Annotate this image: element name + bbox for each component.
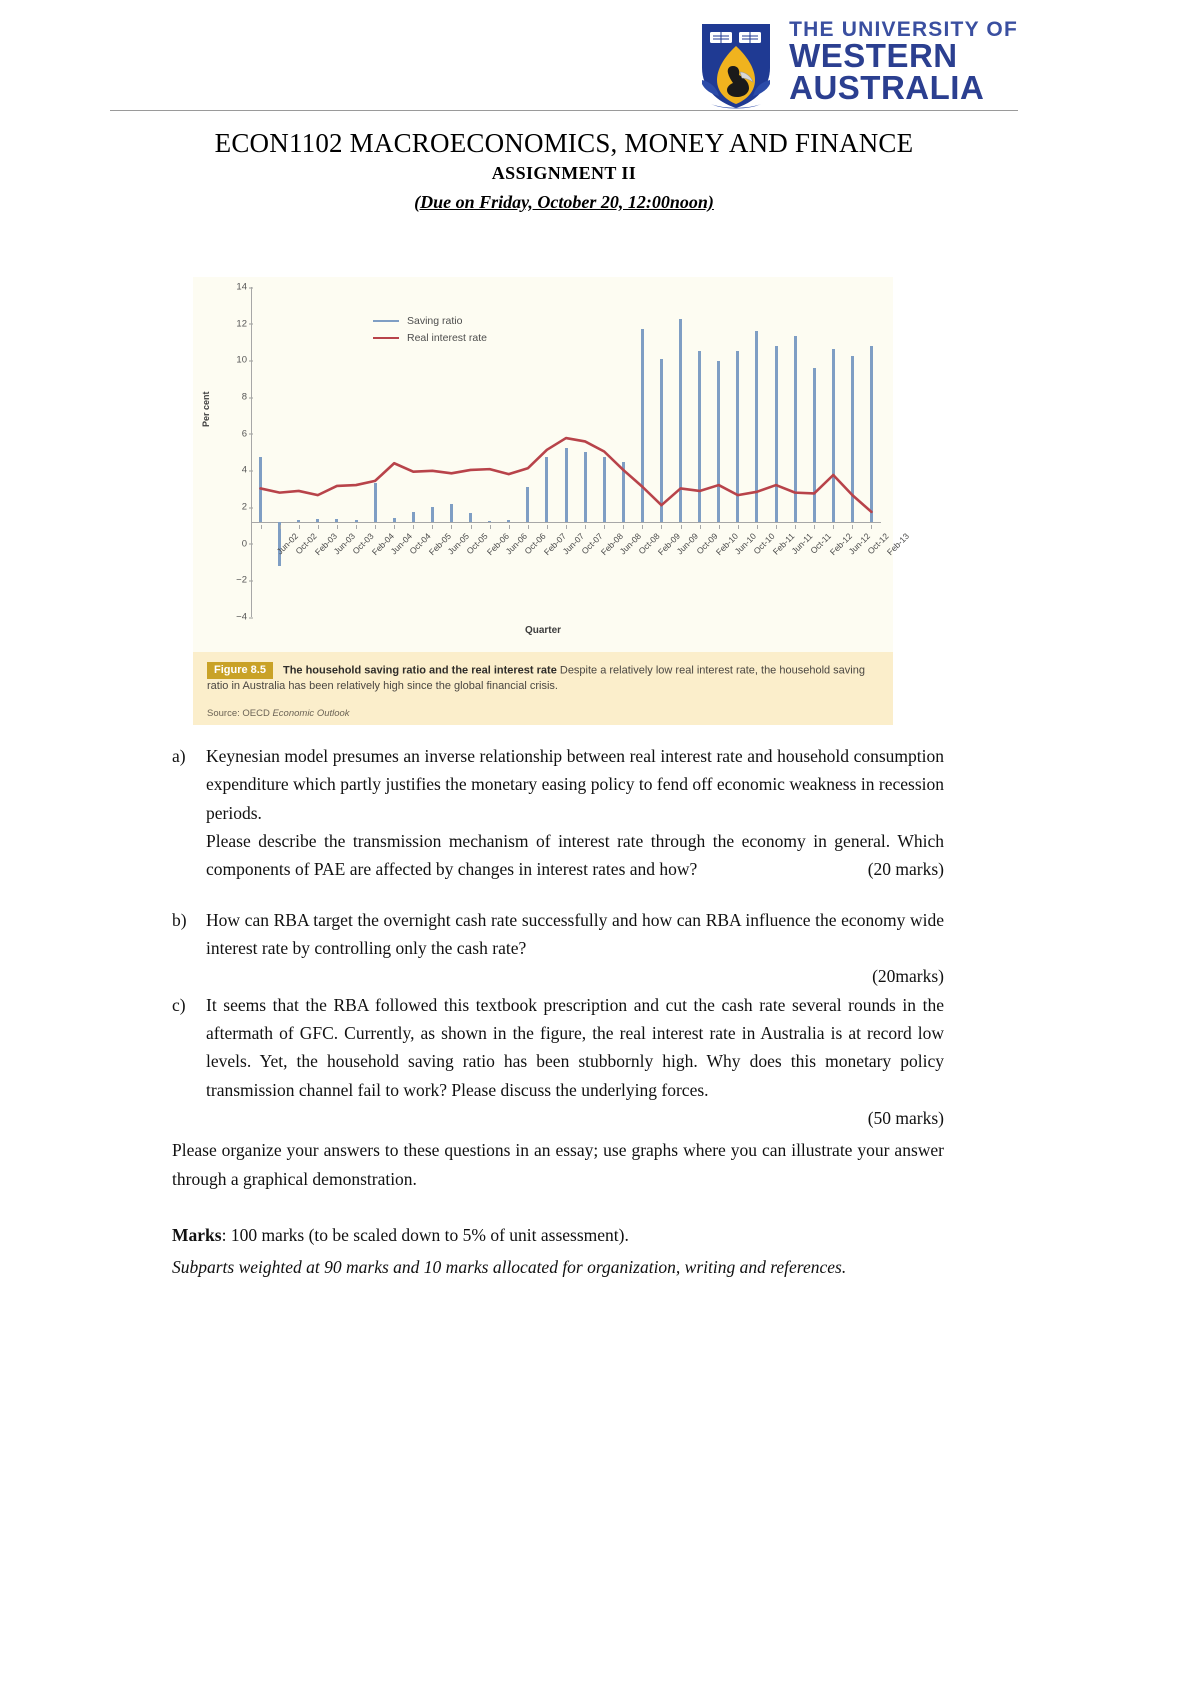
x-tick-label: Jun-11 bbox=[789, 531, 815, 557]
legend-label-real-interest-rate: Real interest rate bbox=[407, 332, 487, 344]
figure-number-badge: Figure 8.5 bbox=[207, 662, 273, 679]
legend-item-real-interest-rate bbox=[373, 332, 487, 344]
logo-line-western: WESTERN bbox=[789, 37, 958, 75]
x-tick-label: Feb-13 bbox=[885, 531, 912, 558]
question-item-b bbox=[172, 906, 944, 991]
x-tick-label: Jun-06 bbox=[503, 531, 529, 557]
x-tick-label: Feb-12 bbox=[828, 531, 855, 558]
x-tick-label: Feb-03 bbox=[312, 531, 339, 558]
x-tick-mark bbox=[299, 525, 300, 529]
x-tick-mark bbox=[318, 525, 319, 529]
marks-label: Marks bbox=[172, 1225, 222, 1246]
x-tick-mark bbox=[719, 525, 720, 529]
x-tick-mark bbox=[833, 525, 834, 529]
figure-caption-rest: Despite a relatively low real interest rate, the household saving ratio in Australia has been relatively high since the global financial crisis. bbox=[207, 664, 865, 692]
y-tick-label: 8 bbox=[241, 391, 247, 403]
line-path bbox=[261, 438, 872, 512]
question-body-c bbox=[206, 991, 944, 1133]
y-tick-label: 12 bbox=[236, 318, 247, 330]
x-tick-mark bbox=[604, 525, 605, 529]
question-body-b bbox=[206, 906, 944, 991]
figure-caption bbox=[207, 662, 879, 694]
due-date-line: (Due on Friday, October 20, 12:00noon) bbox=[414, 192, 714, 212]
title-block bbox=[110, 128, 1018, 213]
x-tick-mark bbox=[623, 525, 624, 529]
x-tick-label: Feb-09 bbox=[656, 531, 683, 558]
marks-section bbox=[172, 1221, 944, 1281]
question-marker-b: b) bbox=[172, 909, 187, 930]
x-tick-label: Oct-02 bbox=[293, 531, 319, 557]
x-tick-label: Jun-08 bbox=[617, 531, 644, 557]
x-axis-line bbox=[251, 522, 881, 523]
y-tick-label: −2 bbox=[236, 574, 247, 586]
question-a-paragraph-1: Keynesian model presumes an inverse relationship between real interest rate and household consumption expenditure which partly justifies the monetary easing policy to fend off economic weakness in recession periods. bbox=[206, 746, 944, 823]
x-tick-label: Jun-12 bbox=[846, 531, 873, 557]
x-tick-mark bbox=[757, 525, 758, 529]
x-tick-label: Oct-04 bbox=[407, 531, 433, 557]
question-marker-c: c) bbox=[172, 994, 186, 1015]
x-tick-mark bbox=[356, 525, 357, 529]
question-item-c bbox=[172, 991, 944, 1133]
question-marker-a: a) bbox=[172, 746, 186, 766]
x-tick-label: Jun-02 bbox=[274, 531, 300, 557]
x-tick-label: Oct-12 bbox=[865, 531, 891, 557]
legend-label-saving-ratio: Saving ratio bbox=[407, 315, 463, 327]
marks-line bbox=[172, 1221, 944, 1249]
x-axis-title: Quarter bbox=[524, 625, 562, 636]
x-tick-mark bbox=[795, 525, 796, 529]
y-tick-label: 10 bbox=[236, 354, 247, 366]
x-tick-mark bbox=[394, 525, 395, 529]
y-tick-label: 14 bbox=[236, 281, 247, 293]
x-tick-label: Feb-06 bbox=[484, 531, 511, 558]
x-tick-mark bbox=[261, 525, 262, 529]
x-tick-label: Oct-06 bbox=[522, 531, 548, 557]
x-tick-mark bbox=[871, 525, 872, 529]
x-tick-label: Feb-11 bbox=[770, 531, 797, 557]
question-c-marks: (50 marks) bbox=[867, 1108, 944, 1129]
figure-source bbox=[207, 708, 879, 719]
uwa-logo bbox=[697, 20, 1018, 108]
figure-8-5 bbox=[193, 277, 912, 725]
assignment-body bbox=[172, 742, 944, 1281]
x-tick-mark bbox=[852, 525, 853, 529]
x-tick-label: Jun-03 bbox=[331, 531, 357, 557]
uwa-logo-text bbox=[789, 20, 1018, 104]
real-interest-rate-line bbox=[251, 287, 881, 522]
y-tick-label: −4 bbox=[236, 611, 247, 623]
x-tick-label: Jun-10 bbox=[732, 531, 758, 557]
x-tick-mark bbox=[280, 525, 281, 529]
assignment-title: ASSIGNMENT II bbox=[491, 163, 637, 183]
figure-source-title: Economic Outlook bbox=[272, 707, 350, 719]
x-tick-label: Feb-08 bbox=[598, 531, 626, 558]
x-tick-mark bbox=[681, 525, 682, 529]
x-axis-ticks bbox=[251, 525, 912, 595]
header-divider bbox=[110, 110, 1018, 111]
figure-source-prefix: Source: OECD bbox=[207, 707, 273, 719]
x-tick-mark bbox=[585, 525, 586, 529]
x-tick-label: Oct-10 bbox=[751, 531, 777, 557]
y-tick-label: 2 bbox=[241, 501, 247, 513]
chart-plot-area bbox=[193, 277, 912, 652]
x-tick-label: Oct-11 bbox=[808, 531, 834, 556]
x-tick-mark bbox=[776, 525, 777, 529]
x-tick-label: Oct-09 bbox=[694, 531, 720, 557]
legend-swatch-saving-ratio bbox=[373, 320, 399, 323]
y-axis-ticks bbox=[215, 281, 251, 623]
logo-line-australia: AUSTRALIA bbox=[789, 68, 985, 106]
question-a-paragraph-2-text: Please describe the transmission mechanism of interest rate through the economy in general. Which components of PAE are affected by changes in interest rates and how? bbox=[206, 831, 944, 880]
x-tick-mark bbox=[471, 525, 472, 529]
y-tick-label: 4 bbox=[241, 464, 247, 476]
chart-legend bbox=[373, 315, 487, 349]
y-tick-label: 6 bbox=[241, 428, 247, 440]
x-tick-label: Oct-08 bbox=[636, 531, 662, 557]
x-tick-label: Jun-07 bbox=[560, 531, 586, 557]
x-tick-label: Oct-03 bbox=[350, 531, 376, 557]
x-tick-mark bbox=[814, 525, 815, 529]
x-tick-label: Jun-09 bbox=[675, 531, 701, 557]
uwa-crest-icon bbox=[697, 20, 775, 108]
x-tick-mark bbox=[375, 525, 376, 529]
spacer bbox=[172, 884, 944, 906]
legend-item-saving-ratio bbox=[373, 315, 487, 327]
x-tick-mark bbox=[547, 525, 548, 529]
question-body-a bbox=[206, 742, 944, 884]
question-a-paragraph-2 bbox=[206, 827, 944, 884]
x-tick-label: Jun-05 bbox=[445, 531, 472, 557]
figure-caption-band bbox=[193, 652, 893, 725]
x-tick-mark bbox=[738, 525, 739, 529]
x-tick-label: Feb-04 bbox=[369, 531, 397, 558]
page-header bbox=[0, 0, 1200, 118]
legend-swatch-real-interest-rate bbox=[373, 337, 399, 340]
marks-text: : 100 marks (to be scaled down to 5% of unit assessment). bbox=[221, 1225, 629, 1246]
question-b-paragraph-1: How can RBA target the overnight cash rate successfully and how can RBA influence the economy wide interest rate by controlling only the cash rate? bbox=[206, 909, 944, 959]
x-tick-mark bbox=[509, 525, 510, 529]
x-tick-mark bbox=[337, 525, 338, 529]
course-title: ECON1102 MACROECONOMICS, MONEY AND FINANCE bbox=[214, 128, 914, 158]
question-c-paragraph-1: It seems that the RBA followed this textbook prescription and cut the cash rate several rounds in the aftermath of GFC. Currently, as shown in the figure, the real interest rate in Australia is at record low levels. Yet, the household saving ratio has been stubbornly high. Why does this monetary policy transmission channel fail to work? Please discuss the underlying forces. bbox=[206, 994, 944, 1100]
x-tick-mark bbox=[413, 525, 414, 529]
x-tick-label: Oct-05 bbox=[464, 531, 491, 557]
logo-line-university: THE UNIVERSITY OF bbox=[789, 18, 1018, 41]
y-tick-label: 0 bbox=[241, 538, 247, 550]
question-a-marks: (20 marks) bbox=[867, 859, 944, 880]
x-tick-mark bbox=[432, 525, 433, 529]
question-item-a bbox=[172, 742, 944, 884]
closing-instructions: Please organize your answers to these questions in an essay; use graphs where you can illustrate your answer through a graphical demonstration. bbox=[172, 1140, 944, 1189]
x-tick-mark bbox=[642, 525, 643, 529]
x-tick-mark bbox=[490, 525, 491, 529]
figure-caption-bold: The household saving ratio and the real interest rate bbox=[282, 664, 557, 677]
x-tick-label: Jun-04 bbox=[388, 531, 415, 557]
x-tick-label: Feb-05 bbox=[427, 531, 454, 558]
x-tick-mark bbox=[661, 525, 662, 529]
subparts-note: Subparts weighted at 90 marks and 10 marks allocated for organization, writing and references. bbox=[172, 1256, 847, 1277]
x-tick-mark bbox=[700, 525, 701, 529]
x-tick-label: Oct-07 bbox=[579, 531, 605, 557]
x-tick-mark bbox=[528, 525, 529, 529]
x-tick-label: Feb-10 bbox=[713, 531, 740, 558]
question-b-marks: (20marks) bbox=[872, 966, 944, 987]
x-tick-mark bbox=[451, 525, 452, 529]
y-axis-title: Per cent bbox=[201, 391, 211, 427]
x-tick-label: Feb-07 bbox=[541, 531, 568, 558]
x-tick-mark bbox=[566, 525, 567, 529]
